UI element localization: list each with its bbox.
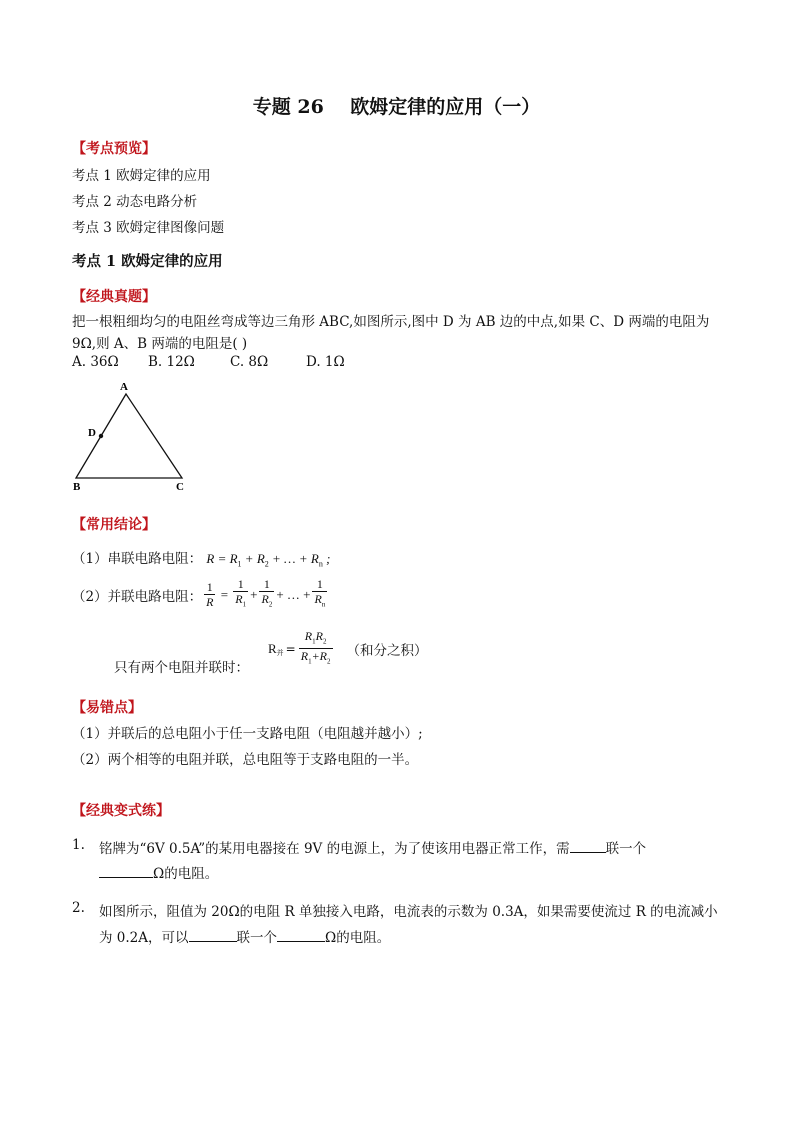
q2-blank-1[interactable] xyxy=(189,927,237,942)
mistake-item-1: （1）并联后的总电阻小于任一支路电阻（电阻越并越小）; xyxy=(72,726,423,742)
r-total-symbol: R xyxy=(268,641,277,657)
q1-text-a: 铭牌为“6V 0.5A”的某用电器接在 9V 的电源上，为了使该用电器正常工作，需 xyxy=(99,841,570,857)
option-d: D. 1Ω xyxy=(306,354,345,370)
two-parallel-label: 只有两个电阻并联时： xyxy=(114,660,249,676)
q1-text-b: 联一个 xyxy=(605,841,647,857)
preview-item-3: 考点 3 欧姆定律图像问题 xyxy=(72,220,225,236)
q1-blank-1[interactable] xyxy=(570,838,606,853)
q2-line1: 如图所示，阻值为 20Ω的电阻 R 单独接入电路，电流表的示数为 0.3A，如果需要使流过 R 的电流减小 xyxy=(99,904,718,920)
triangle-figure xyxy=(68,378,198,494)
page-title: 专题 26 欧姆定律的应用（一） xyxy=(252,96,541,118)
r-total-subscript: 并 xyxy=(276,649,284,658)
mistake-item-2: （2）两个相等的电阻并联，总电阻等于支路电阻的一半。 xyxy=(72,752,419,768)
mistakes-heading: 【易错点】 xyxy=(72,700,142,716)
q1-text-c: Ω的电阻。 xyxy=(153,866,219,882)
parallel-formula-row xyxy=(72,578,329,611)
midpoint-d xyxy=(99,434,103,438)
option-b: B. 12Ω xyxy=(148,354,195,370)
q1-line2 xyxy=(99,862,218,882)
option-a: A. 36Ω xyxy=(72,354,119,370)
label-d: D xyxy=(88,427,96,439)
q2-text-c: 联一个 xyxy=(236,930,278,946)
q2-text-b: 为 0.2A，可以 xyxy=(99,930,189,946)
practice-heading: 【经典变式练】 xyxy=(72,803,170,819)
q1-line1 xyxy=(99,837,646,857)
preview-heading: 【考点预览】 xyxy=(72,141,156,157)
parallel-formula: $\frac{1}{R}$ = $\frac{1}{R_1}$ + $\frac{1}{R_2}$ + … + $\frac{1}{R_n}$ xyxy=(202,578,329,611)
section1-title: 考点 1 欧姆定律的应用 xyxy=(72,253,223,270)
preview-item-1: 考点 1 欧姆定律的应用 xyxy=(72,168,211,184)
product-over-sum-note: （和分之积） xyxy=(346,643,428,660)
series-formula-row xyxy=(72,547,330,569)
classic-heading: 【经典真题】 xyxy=(72,289,156,305)
q2-line2 xyxy=(99,926,390,946)
two-parallel-formula: R 并 = $\frac{R_1R_2}{R_1+R_2}$ （和分之积） xyxy=(268,630,428,669)
parallel-label: （2）并联电路电阻： xyxy=(72,588,203,605)
q2-blank-2[interactable] xyxy=(277,927,325,942)
q1-blank-2[interactable] xyxy=(99,863,153,878)
classic-question-line1: 把一根粗细均匀的电阻丝弯成等边三角形 ABC,如图所示,图中 D 为 AB 边的中点,如果 C、D 两端的电阻为 xyxy=(72,314,710,330)
preview-item-2: 考点 2 动态电路分析 xyxy=(72,194,198,210)
classic-question-line2: 9Ω,则 A、B 两端的电阻是( ) xyxy=(72,336,248,352)
option-c: C. 8Ω xyxy=(230,354,269,370)
label-c: C xyxy=(176,481,184,493)
conclusions-heading: 【常用结论】 xyxy=(72,517,156,533)
q1-number: 1. xyxy=(72,837,85,853)
q2-text-d: Ω的电阻。 xyxy=(325,930,391,946)
label-a: A xyxy=(120,381,128,393)
series-label: （1）串联电路电阻： xyxy=(72,551,203,567)
q2-number: 2. xyxy=(72,900,85,916)
series-formula: $R = R_1 + R_2$ + … + $R_n$ ; xyxy=(206,551,331,569)
label-b: B xyxy=(73,481,81,493)
